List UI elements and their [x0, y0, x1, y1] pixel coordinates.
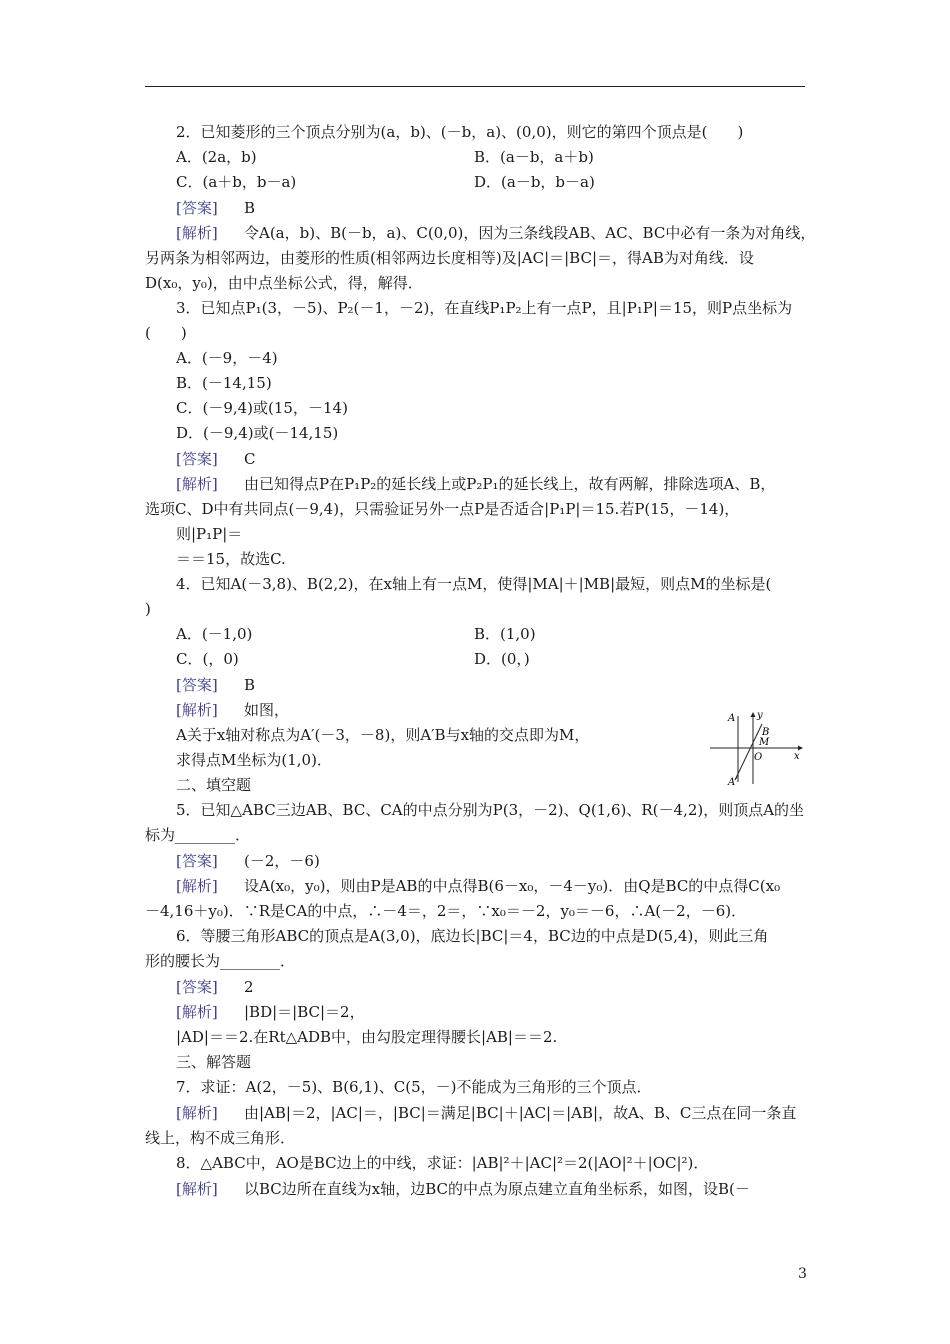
q3-analysis-line: ＝＝15，故选C.	[176, 550, 286, 568]
q5-analysis-line: －4,16＋y₀)．∵R是CA的中点，∴－4＝，2＝，∵x₀＝－2，y₀＝－6，∴A(－2，－6)．	[145, 902, 747, 920]
section-title-fill-in: 二、填空题	[176, 776, 252, 794]
q4-stem-cont: )	[145, 600, 151, 618]
label-y: y	[757, 710, 763, 721]
q3-option-c: C．(－9,4)或(15，－14)	[176, 399, 348, 417]
q4-option-c: C．(，0)	[176, 650, 239, 668]
q3-answer-tag: [答案]	[176, 450, 218, 468]
page-number: 3	[798, 1266, 807, 1282]
header-rule	[145, 86, 805, 87]
q7-analysis-tag: [解析]	[176, 1104, 218, 1122]
q6-analysis-tag: [解析]	[176, 1003, 218, 1021]
q4-option-d: D．(0，)	[474, 650, 530, 668]
q4-answer: B	[244, 676, 256, 694]
q5-analysis-tag: [解析]	[176, 877, 218, 895]
y-axis-arrow-icon	[751, 712, 756, 717]
x-axis-arrow-icon	[798, 746, 803, 751]
q2-option-c: C．(a＋b，b－a)	[176, 173, 297, 191]
section-title-solutions: 三、解答题	[176, 1053, 252, 1071]
q2-option-b: B．(a－b，a＋b)	[474, 148, 594, 166]
q2-stem: 2．已知菱形的三个顶点分别为(a，b)、(－b，a)、(0,0)，则它的第四个顶点是( )	[176, 123, 744, 141]
q4-analysis-line: 如图，	[244, 701, 290, 719]
q2-analysis-tag: [解析]	[176, 224, 218, 242]
q7-analysis-line: 线上，构不成三角形．	[145, 1129, 296, 1147]
q2-analysis-line: 另两条为相邻两边，由菱形的性质(相邻两边长度相等)及|AC|＝|BC|＝，得AB为对角线．设	[145, 249, 754, 267]
q3-analysis-tag: [解析]	[176, 475, 218, 493]
label-a-prime: A′	[728, 777, 738, 788]
q6-answer-tag: [答案]	[176, 978, 218, 996]
q3-answer: C	[244, 450, 256, 468]
label-a: A	[728, 713, 736, 724]
q6-analysis-line: |AD|＝＝2.在Rt△ADB中，由勾股定理得腰长|AB|＝＝2.	[176, 1028, 558, 1046]
q7-analysis-line: 由|AB|＝2，|AC|＝，|BC|＝满足|BC|＋|AC|＝|AB|，故A、B、C三点在同一条直	[244, 1104, 797, 1122]
q2-option-d: D．(a－b，b－a)	[474, 173, 595, 191]
q4-answer-tag: [答案]	[176, 676, 218, 694]
q8-analysis-tag: [解析]	[176, 1180, 218, 1198]
q2-analysis-line: D(x₀，y₀)，由中点坐标公式，得，解得．	[145, 274, 423, 292]
q6-stem-cont: 形的腰长为________．	[145, 952, 296, 970]
q4-coordinate-figure	[706, 708, 806, 788]
q4-option-a: A．(－1,0)	[176, 625, 253, 643]
q4-analysis-line: A关于x轴对称点为A′(－3，－8)，则A′B与x轴的交点即为M，	[176, 726, 590, 744]
q2-option-a: A．(2a，b)	[176, 148, 257, 166]
q3-option-b: B．(－14,15)	[176, 374, 272, 392]
label-m: M	[759, 737, 770, 748]
q8-analysis-line: 以BC边所在直线为x轴，边BC的中点为原点建立直角坐标系，如图，设B(－	[244, 1180, 750, 1198]
label-b: B	[762, 727, 770, 738]
q3-option-a: A．(－9，－4)	[176, 349, 278, 367]
q6-answer: 2	[244, 978, 254, 996]
label-o: O	[754, 752, 763, 763]
q5-answer: (－2，－6)	[244, 852, 320, 870]
q3-option-d: D．(－9,4)或(－14,15)	[176, 424, 339, 442]
q3-analysis-line: 选项C、D中有共同点(－9,4)，只需验证另外一点P是否适合|P₁P|＝15.若P(15，－14)，	[145, 500, 740, 518]
q3-stem-cont: ( )	[145, 324, 187, 342]
q6-stem: 6．等腰三角形ABC的顶点是A(3,0)，底边长|BC|＝4，BC边的中点是D(5,4)，则此三角	[176, 927, 769, 945]
q3-analysis-line: 由已知得点P在P₁P₂的延长线上或P₂P₁的延长线上，故有两解，排除选项A、B，	[244, 475, 776, 493]
q8-stem: 8．△ABC中，AO是BC边上的中线，求证：|AB|²＋|AC|²＝2(|AO|²＋|OC|²)．	[176, 1154, 709, 1172]
q3-stem: 3．已知点P₁(3，－5)、P₂(－1，－2)，在直线P₁P₂上有一点P，且|P₁P|＝15，则P点坐标为	[176, 299, 793, 317]
q4-stem: 4．已知A(－3,8)、B(2,2)，在x轴上有一点M，使得|MA|＋|MB|最短，则点M的坐标是(	[176, 575, 772, 593]
q7-stem: 7．求证：A(2，－5)、B(6,1)、C(5，－)不能成为三角形的三个顶点．	[176, 1078, 652, 1096]
q2-analysis-line: 令A(a，b)、B(－b，a)、C(0,0)，因为三条线段AB、AC、BC中必有一条为对角线，	[244, 224, 816, 242]
q4-option-b: B．(1,0)	[474, 625, 536, 643]
q2-answer-tag: [答案]	[176, 199, 218, 217]
q6-analysis-line: |BD|＝|BC|＝2，	[244, 1003, 365, 1021]
q4-analysis-tag: [解析]	[176, 701, 218, 719]
q5-answer-tag: [答案]	[176, 852, 218, 870]
q3-analysis-line: 则|P₁P|＝	[176, 525, 243, 543]
q5-stem: 5．已知△ABC三边AB、BC、CA的中点分别为P(3，－2)、Q(1,6)、R(－4,2)，则顶点A的坐	[176, 801, 805, 819]
q2-answer: B	[244, 199, 256, 217]
label-x: x	[794, 751, 800, 762]
q5-stem-cont: 标为________．	[145, 826, 251, 844]
q4-analysis-line: 求得点M坐标为(1,0)．	[176, 751, 332, 769]
q5-analysis-line: 设A(x₀，y₀)，则由P是AB的中点得B(6－x₀，－4－y₀)．由Q是BC的中点得C(x₀	[244, 877, 781, 895]
